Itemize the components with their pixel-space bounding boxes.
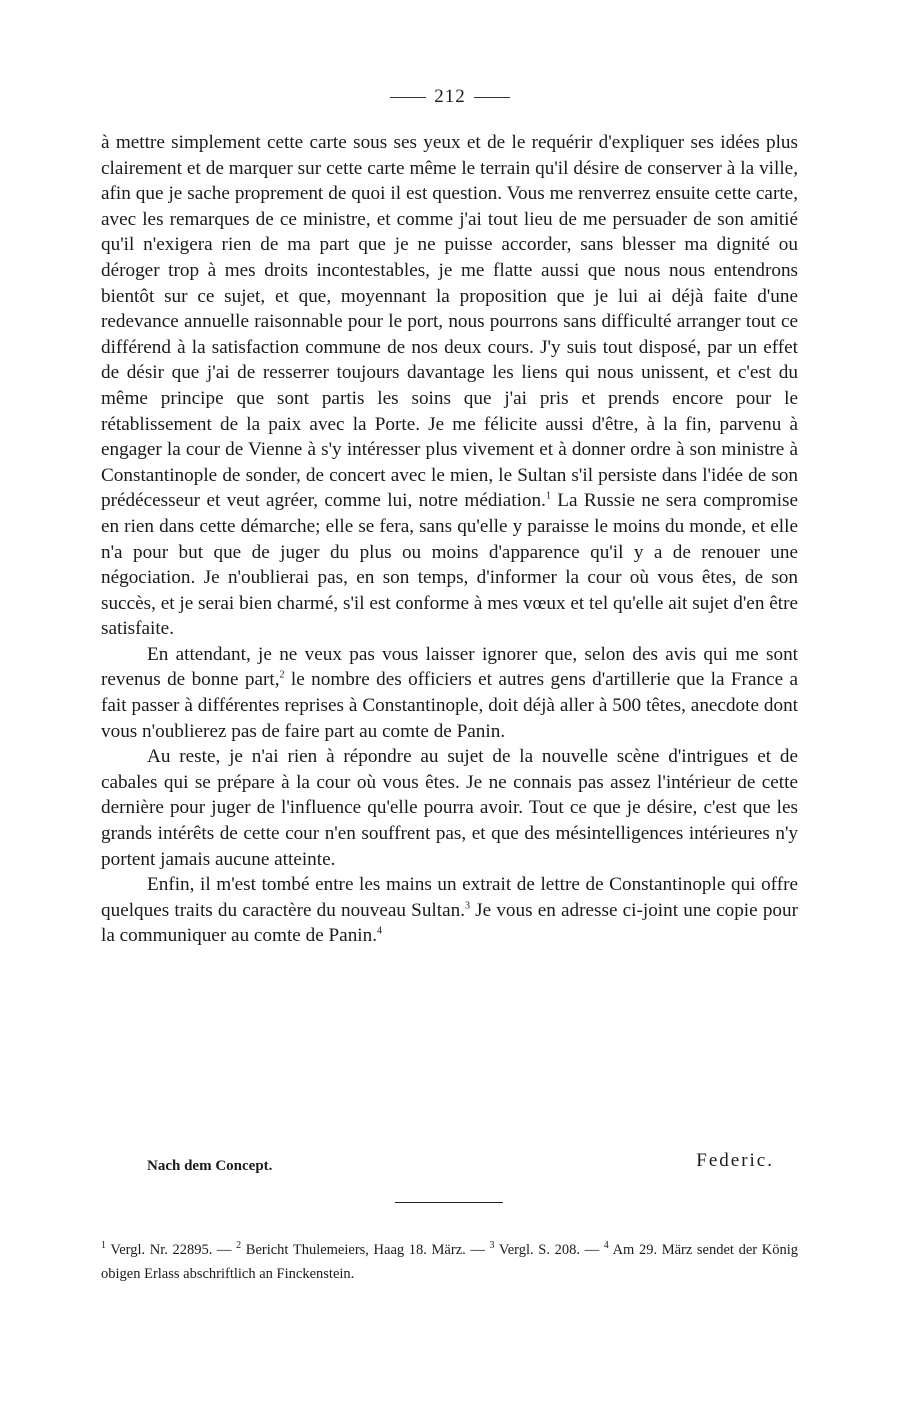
header-dash-right [474, 97, 510, 98]
paragraph-1-text: à mettre simplement cette carte sous ses yeux et de le requérir d'expliquer ses idées plus clairement et de marquer sur cette carte même le terrain qu'il désire de conserver à la ville, afin que je sache proprement de quoi il est question. Vous me renverrez ensuite cette carte, avec les remarques de ce ministre, et comme j'ai tout lieu de me persuader de son amitié qu'il n'exigera rien de ma part que je ne puisse accorder, sans blesser ma dignité ou déroger trop à mes droits incontestables, je me flatte aussi que nous nous entendrons bientôt sur ce sujet, et que, moyennant la proposition que je lui ai déjà faite d'une redevance annuelle raisonnable pour le port, nous pourrons sans difficulté arranger tout ce différend à la satisfaction commune de nos deux cours. J'y suis tout disposé, par un effet de désir que j'ai de resserrer toujours davantage les liens qui nous unissent, et c'est du même principe que sont partis les soins que j'ai pris et prends encore pour le rétablissement de la paix avec la Porte. Je me félicite aussi d'être, à la fin, parvenu à engager la cour de Vienne à s'y intéresser plus vivement et à donner ordre à son ministre à Constantinople de sonder, de concert avec le mien, le Sultan s'il persiste dans l'idée de son prédécesseur et veut agréer, comme lui, notre médiation. [101, 132, 798, 512]
closing-block [101, 1150, 798, 1180]
page-header [0, 86, 900, 108]
letter-body [101, 130, 798, 949]
footnote-4: Am 29. März sendet der König obigen Erlass abschriftlich an Finckenstein. [101, 1242, 798, 1282]
signature: Federic. [696, 1150, 774, 1171]
source-note: Nach dem Concept. [147, 1158, 273, 1174]
footnote-ref-2: 2 [279, 670, 285, 682]
paragraph-3: Au reste, je n'ai rien à répondre au sujet de la nouvelle scène d'intrigues et de cabales qui se prépare à la cour où vous êtes. Je ne connais pas assez l'intérieur de cette dernière pour juger de l'influence qu'elle pourra avoir. Tout ce que je désire, c'est que les grands intérêts de cette cour n'en souffrent pas, et que des mésintelligences intérieures n'y portent jamais aucune atteinte. [101, 746, 798, 870]
footnote-block [101, 1238, 798, 1286]
header-dash-left [390, 97, 426, 98]
footnote-mark-4: 4 [603, 1240, 609, 1252]
footnotes [101, 1238, 798, 1286]
paragraph-1 [101, 130, 798, 642]
footnote-divider [395, 1202, 503, 1203]
footnote-mark-3: 3 [489, 1240, 495, 1252]
footnote-1: Vergl. Nr. 22895. — [106, 1242, 237, 1258]
footnote-2: Bericht Thulemeiers, Haag 18. März. — [241, 1242, 490, 1258]
footnote-mark-1: 1 [101, 1240, 106, 1252]
paragraph-2-text: En attendant, je ne veux pas vous laisser ignorer que, selon des avis qui me sont revenus de bonne part, [101, 643, 798, 691]
paragraph-4-text: Enfin, il m'est tombé entre les mains un extrait de lettre de Constantinople qui offre quelques traits du caractère du nouveau Sultan. [101, 874, 798, 921]
footnote-mark-2: 2 [236, 1240, 242, 1252]
page-number: 212 [434, 86, 466, 107]
footnote-ref-1: 1 [545, 490, 551, 502]
footnote-3: Vergl. S. 208. — [494, 1242, 604, 1258]
footnote-ref-4: 4 [377, 926, 383, 938]
paragraph-2 [101, 642, 798, 744]
paragraph-2-tail: le nombre des officiers et autres gens d'artillerie que la France a fait passer à différentes reprises à Constantinople, doit déjà aller à 500 têtes, anecdote dont vous n'oublierez pas de faire part au comte de Panin. [101, 669, 798, 742]
paragraph-4-tail: Je vous en adresse ci-joint une copie pour la communiquer au comte de Panin. [101, 899, 798, 947]
paragraph-4 [101, 872, 798, 949]
paragraph-1-tail: La Russie ne sera compromise en rien dans cette démarche; elle se fera, sans qu'elle y paraisse le moins du monde, et elle n'a pour but que de juger du plus ou moins d'apparence qu'il y a de renouer une négociation. Je n'oublierai pas, en son temps, d'informer la cour où vous êtes, de son succès, et je serai bien charmé, s'il est conforme à mes vœux et tel qu'elle ait sujet d'en être satisfaite. [101, 490, 799, 640]
footnote-ref-3: 3 [465, 900, 470, 912]
